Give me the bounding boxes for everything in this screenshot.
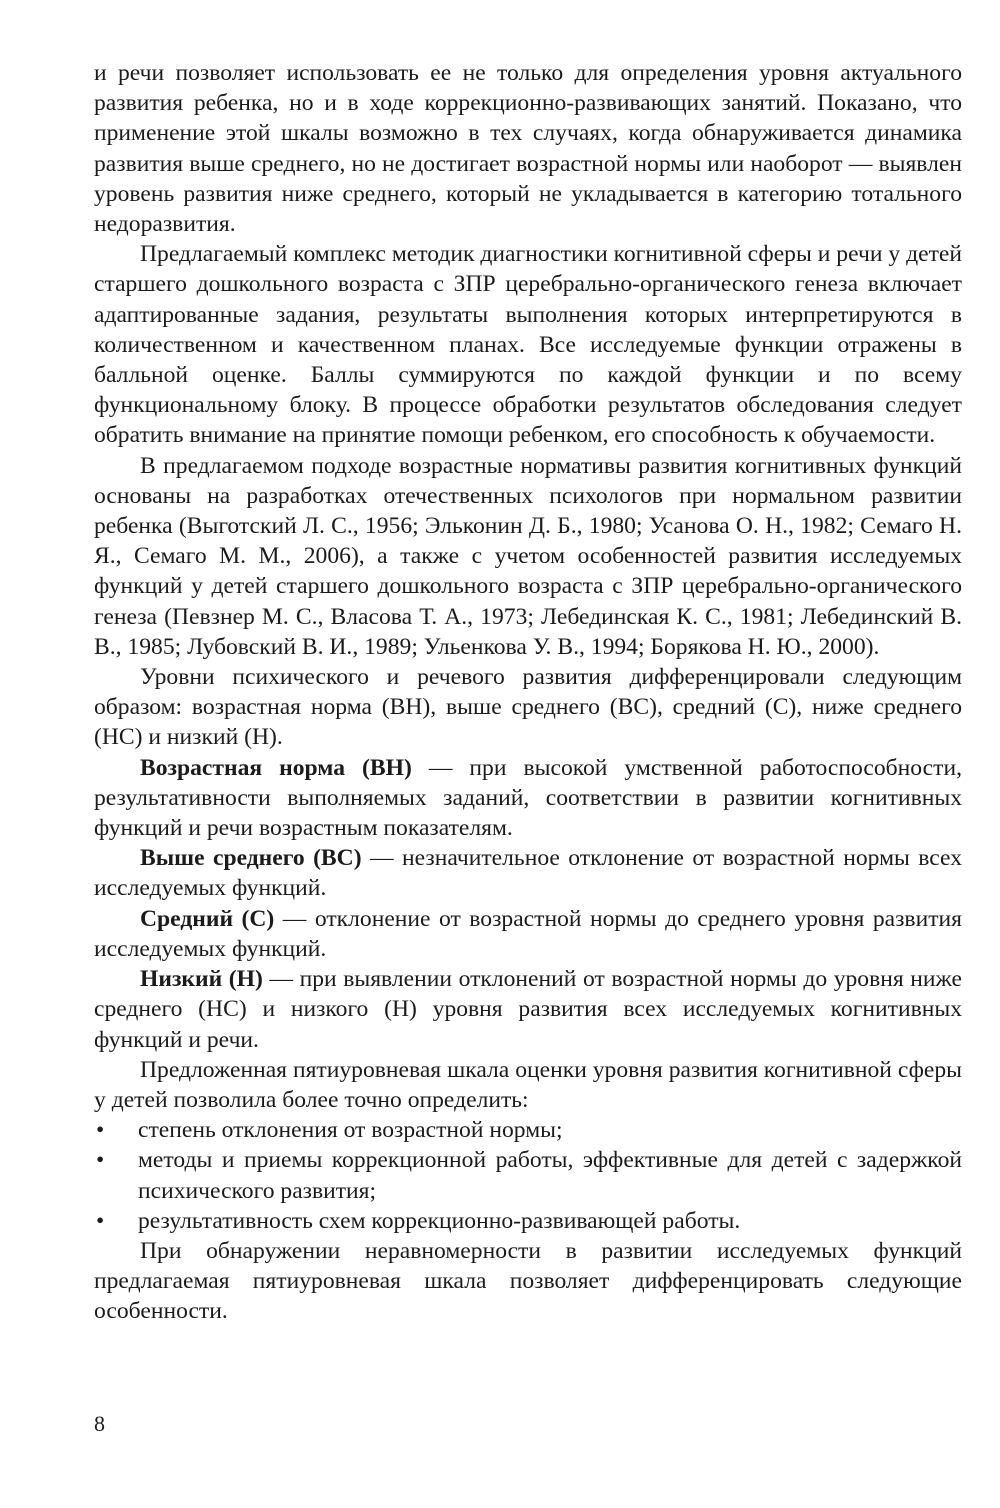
definition-above-average xyxy=(94,843,962,903)
list-item-text: степень отклонения от возрастной нормы; xyxy=(138,1117,563,1144)
definition-term: Низкий (Н) xyxy=(140,966,263,993)
list-item-text: методы и приемы коррекционной работы, эффективные для детей с задержкой психического развития; xyxy=(138,1147,962,1204)
paragraph-uneven-development: При обнаружении неравномерности в развитии исследуемых функций предлагаемая пятиуровневая шкала позволяет дифференцировать следующие особенности. xyxy=(94,1237,962,1325)
paragraph-diagnostic-complex: Предлагаемый комплекс методик диагностики когнитивной сферы и речи у детей старшего дошкольного возраста с ЗПР церебрально-органического генеза включает адаптированные задания, результаты выполнения которых интерпретируются в количественном и качественном планах. Все исследуемые функции отражены в балльной оценке. Баллы суммируются по каждой функции и по всему функциональному блоку. В процессе обработки результатов обследования следует обратить внимание на принятие помощи ребенком, его способность к обучаемости. xyxy=(94,241,962,449)
definition-term: Средний (С) xyxy=(140,905,275,932)
definition-term: Возрастная норма (ВН) xyxy=(140,754,412,781)
bullet-marker: • xyxy=(96,1117,105,1144)
paragraph-scale-usage: и речи позволяет использовать ее не только для определения уровня актуального развития ребенка, но и в ходе коррекционно-развивающих занятий. Показано, что применение этой шкалы возможно в тех случаях, когда обнаруживается динамика развития выше среднего, но не достигает возрастной нормы или наоборот — выявлен уровень развития ниже среднего, который не укладывается в категорию тотального недоразвития. xyxy=(94,60,962,238)
paragraph-age-norms: В предлагаемом подходе возрастные нормативы развития когнитивных функций основаны на разработках отечественных психологов при нормальном развитии ребенка (Выготский Л. С., 1956; Эльконин Д. Б., 1980; Усанова О. Н., 1982; Семаго Н. Я., Семаго М. М., 2006), а также с учетом особенностей развития исследуемых функций у детей старшего дошкольного возраста с ЗПР церебрально-органического генеза (Певзнер М. С., Власова Т. А., 1973; Лебединская К. С., 1981; Лебединский В. В., 1985; Лубовский В. И., 1989; Ульенкова У. В., 1994; Борякова Н. Ю., 2000). xyxy=(94,452,962,660)
list-item xyxy=(94,1145,962,1205)
paragraph-development-levels: Уровни психического и речевого развития дифференцировали следующим образом: возрастная норма (ВН), выше среднего (ВС), средний (С), ниже среднего (НС) и низкий (Н). xyxy=(94,664,962,751)
list-item xyxy=(94,1115,962,1145)
paragraph-five-level-scale: Предложенная пятиуровневая шкала оценки уровня развития когнитивной сферы у детей позволила более точно определить: xyxy=(94,1056,962,1113)
bullet-marker: • xyxy=(96,1207,105,1234)
definition-average xyxy=(94,904,962,964)
list-item xyxy=(94,1206,962,1236)
definition-low xyxy=(94,964,962,1055)
definition-text: — при выявлении отклонений от возрастной нормы до уровня ниже среднего (НС) и низкого (Н) уровня развития всех исследуемых когнитивных функций и речи. xyxy=(94,966,962,1053)
bullet-list xyxy=(94,1115,962,1236)
definition-text: — при высокой умственной работоспособности, результативности выполняемых заданий, соответствии в развитии когнитивных функций и речи возрастным показателям. xyxy=(94,754,962,842)
definition-age-norm xyxy=(94,753,962,844)
definition-text: — незначительное отклонение от возрастной нормы всех исследуемых функций. xyxy=(94,845,963,902)
bullet-marker: • xyxy=(96,1147,105,1174)
list-item-text: результативность схем коррекционно-развивающей работы. xyxy=(138,1207,741,1234)
definition-term: Выше среднего (ВС) xyxy=(140,845,362,872)
definition-text: — отклонение от возрастной нормы до среднего уровня развития исследуемых функций. xyxy=(94,905,962,962)
page-number: 8 xyxy=(94,1411,105,1436)
